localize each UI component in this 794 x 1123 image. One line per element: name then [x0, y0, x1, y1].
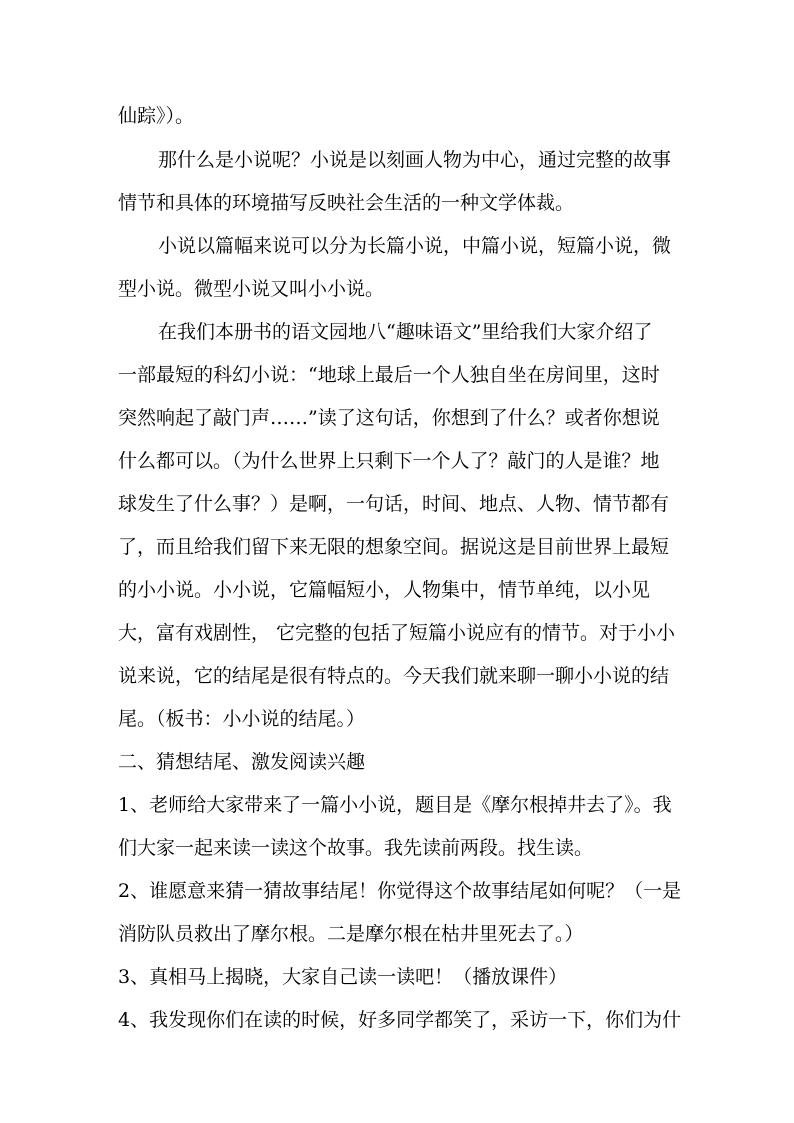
text-line: 仙踪》）。 [118, 105, 195, 127]
text-line: 小说以篇幅来说可以分为长篇小说，中篇小说，短篇小说，微 [158, 235, 672, 257]
text-line: 型小说。微型小说又叫小小说。 [118, 278, 385, 300]
text-line: 2、谁愿意来猜一猜故事结尾！你觉得这个故事结尾如何呢？（一是 [118, 880, 682, 902]
text-line: 球发生了什么事？）是啊，一句话，时间、地点、人物、情节都有 [118, 493, 670, 515]
section-heading: 二、猜想结尾、激发阅读兴趣 [118, 751, 366, 773]
text-line: 了，而且给我们留下来无限的想象空间。据说这是目前世界上最短 [118, 536, 670, 558]
text-line: 在我们本册书的语文园地八“趣味语文”里给我们大家介绍了 [158, 321, 653, 343]
text-line: 那什么是小说呢？小说是以刻画人物为中心，通过完整的故事 [158, 149, 672, 171]
text-line: 什么都可以。（为什么世界上只剩下一个人了？敲门的人是谁？地 [118, 450, 660, 472]
text-line: 突然响起了敲门声……”读了这句话，你想到了什么？或者你想说 [118, 407, 660, 429]
text-line: 1、老师给大家带来了一篇小小说，题目是《摩尔根掉井去了》。我 [118, 794, 672, 816]
text-line: 一部最短的科幻小说：“地球上最后一个人独自坐在房间里，这时 [118, 364, 660, 386]
text-line: 情节和具体的环境描写反映社会生活的一种文学体裁。 [118, 192, 575, 214]
text-line: 尾。（板书：小小说的结尾。） [118, 708, 366, 730]
text-line: 们大家一起来读一读这个故事。我先读前两段。找生读。 [118, 837, 594, 859]
text-line: 说来说，它的结尾是很有特点的。今天我们就来聊一聊小小说的结 [118, 665, 670, 687]
text-line: 大，富有戏剧性， 它完整的包括了短篇小说应有的情节。对于小小 [118, 622, 676, 644]
text-line: 4、我发现你们在读的时候，好多同学都笑了，采访一下，你们为什 [118, 1009, 682, 1031]
text-line: 3、真相马上揭晓，大家自己读一读吧！（播放课件） [118, 966, 568, 988]
text-line: 的小小说。小小说，它篇幅短小，人物集中，情节单纯，以小见 [118, 579, 651, 601]
text-line: 消防队员救出了摩尔根。二是摩尔根在枯井里死去了。） [118, 923, 584, 945]
